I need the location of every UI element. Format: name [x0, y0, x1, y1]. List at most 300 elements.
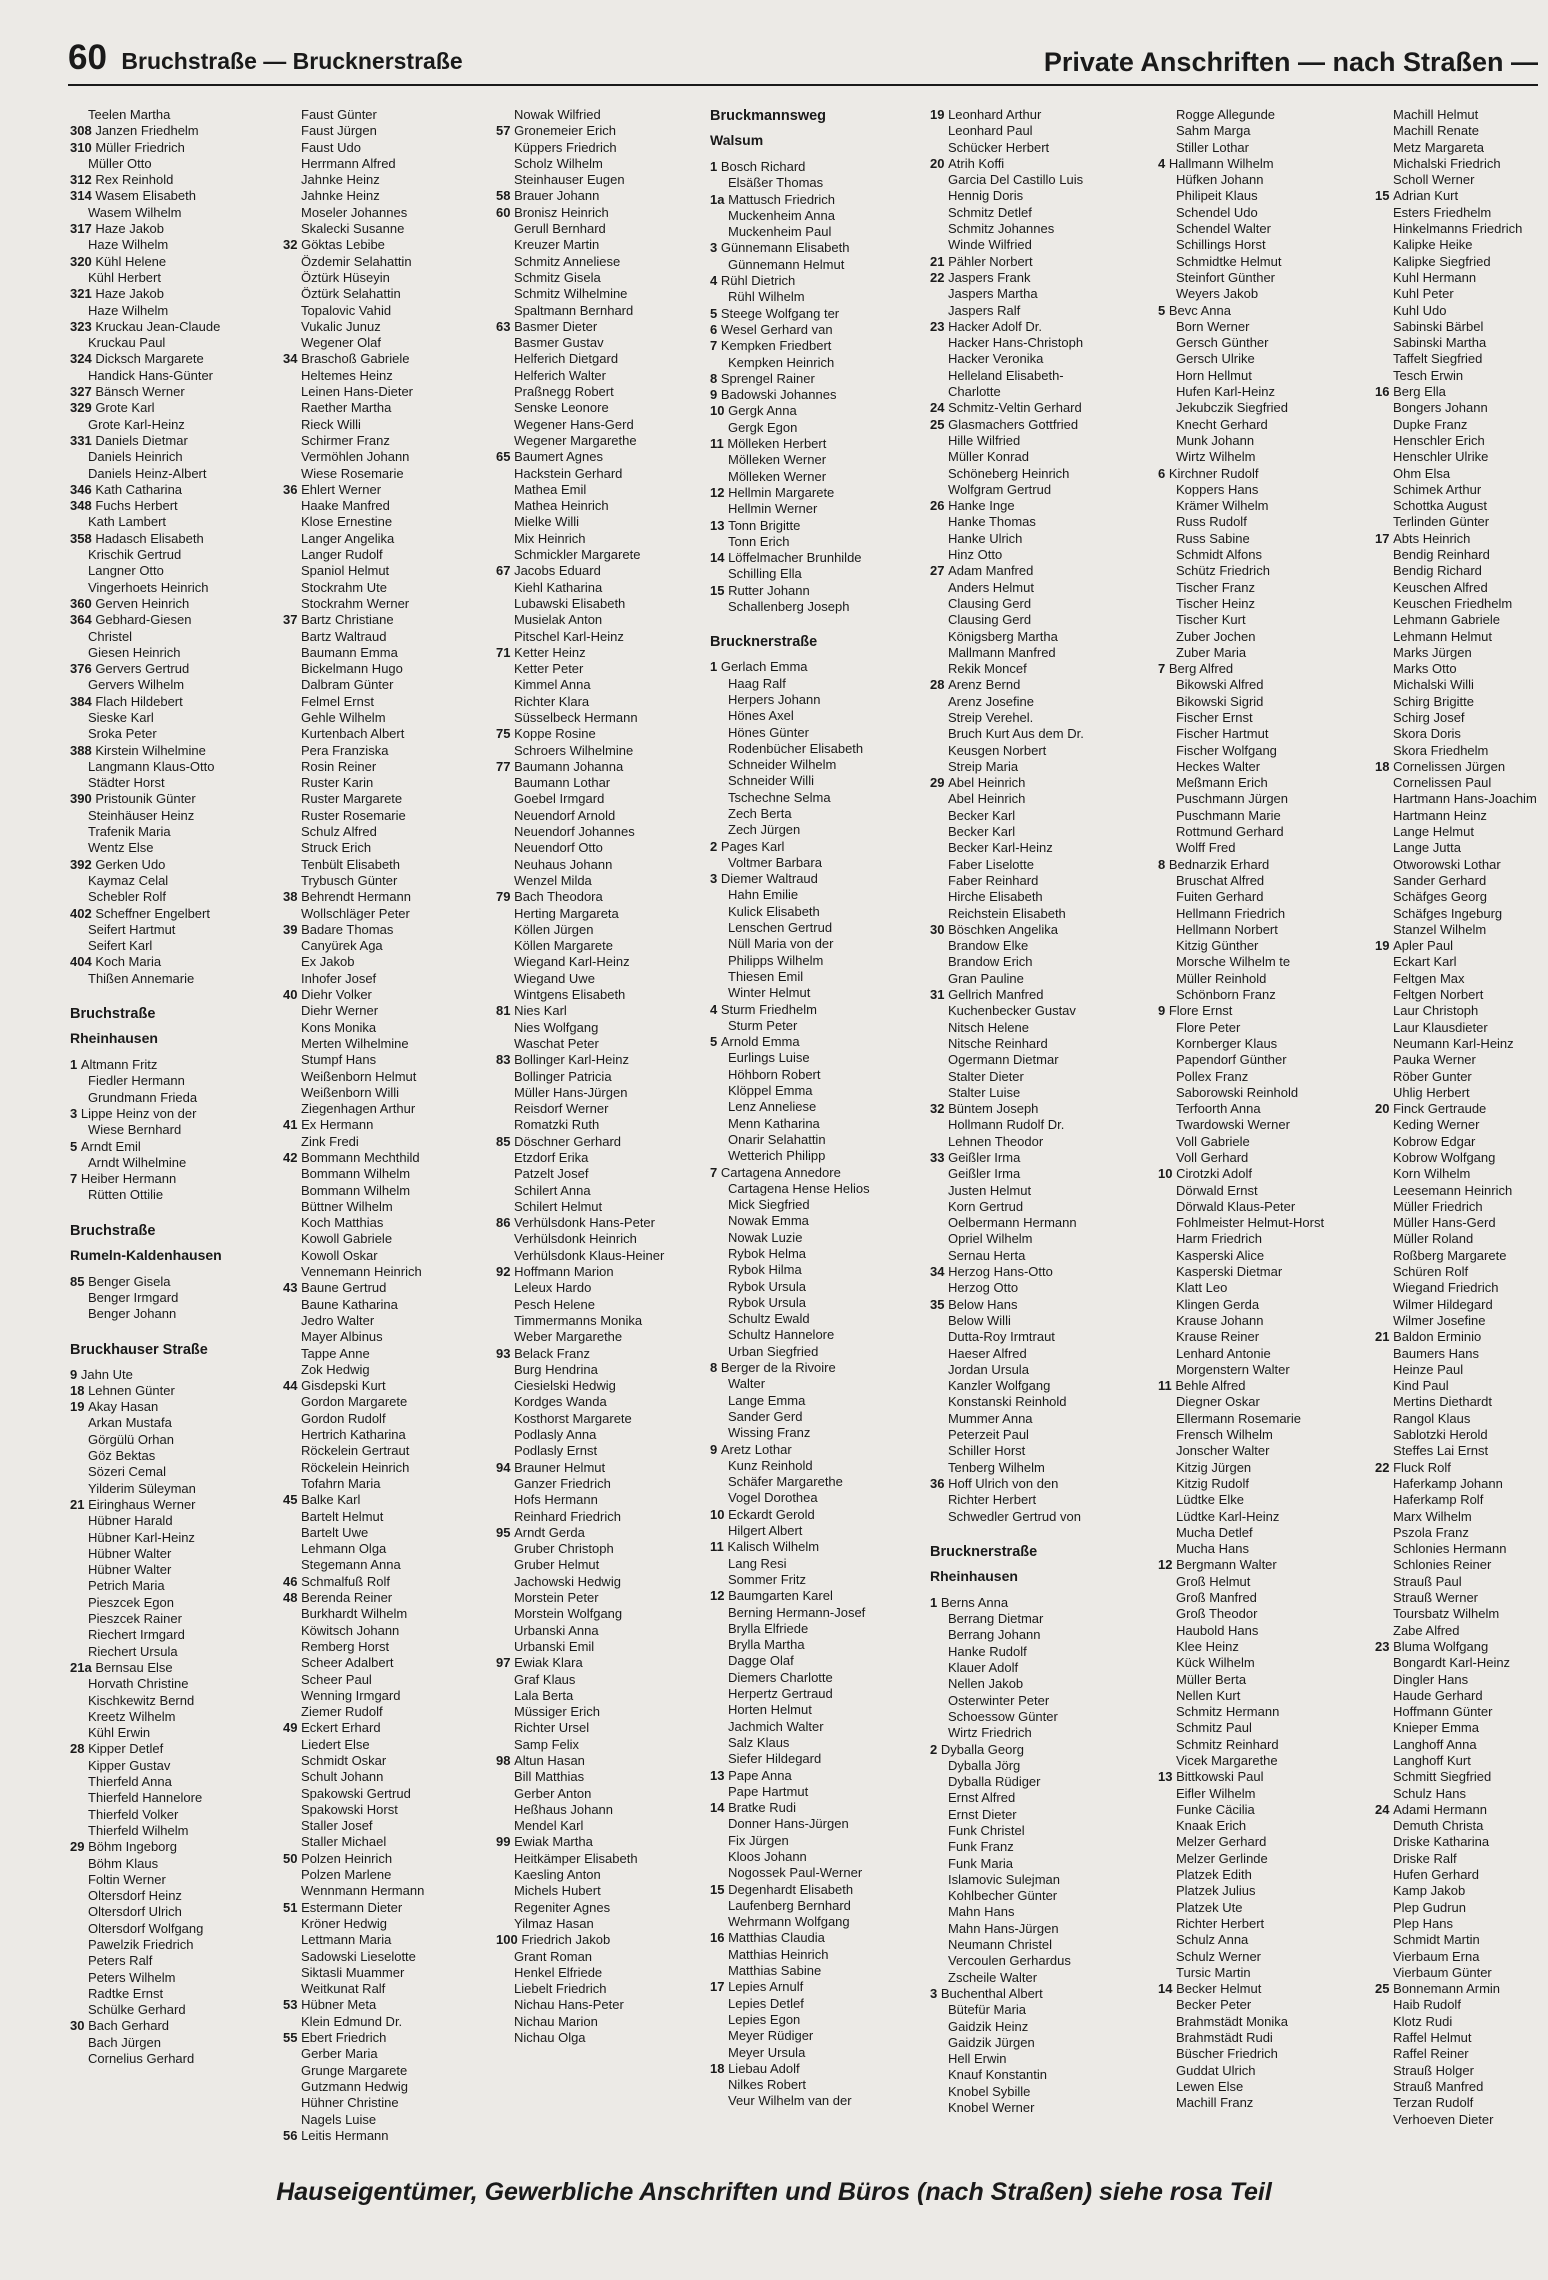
resident-entry — [70, 1057, 284, 1073]
resident-name: Bommann Mechthild — [301, 1150, 420, 1165]
resident-name: Adrian Kurt — [1393, 188, 1459, 204]
house-number: 19 — [1375, 938, 1394, 954]
resident-entry: Scheer Paul — [301, 1671, 372, 1687]
house-number: 12 — [1158, 1557, 1177, 1573]
resident-entry — [70, 384, 284, 400]
resident-name: Hellmin Margarete — [728, 484, 835, 500]
resident-entry: Oltersdorf Wolfgang — [88, 1920, 204, 1936]
resident-entry: Basmer Gustav — [514, 335, 604, 351]
resident-entry: Hennig Doris — [948, 188, 1024, 204]
resident-entry: Raffel Helmut — [1393, 2030, 1472, 2046]
house-number: 15 — [710, 1881, 729, 1897]
house-number: 95 — [496, 1524, 515, 1540]
resident-entry: Kuhl Hermann — [1393, 269, 1477, 285]
resident-entry: Bongardt Karl-Heinz — [1393, 1655, 1511, 1671]
resident-entry: Papendorf Günther — [1176, 1052, 1287, 1068]
resident-entry — [710, 1930, 924, 1946]
resident-entry: Königsberg Martha — [948, 628, 1058, 644]
resident-entry: Baumann Lothar — [514, 775, 611, 791]
house-number: 25 — [930, 416, 949, 432]
resident-entry: Hahn Emilie — [728, 887, 799, 903]
resident-entry: Urbanski Emil — [514, 1638, 595, 1654]
resident-entry: Benger Irmgard — [88, 1290, 179, 1305]
resident-entry: Wiegand Karl-Heinz — [514, 954, 630, 970]
house-number: 63 — [496, 318, 515, 334]
house-number: 6 — [1158, 465, 1169, 481]
resident-entry: Pape Hartmut — [728, 1783, 809, 1799]
resident-entry: Melzer Gerlinde — [1176, 1850, 1268, 1866]
resident-entry — [710, 338, 924, 354]
resident-entry — [930, 987, 1144, 1003]
resident-entry — [1375, 759, 1548, 775]
resident-entry: Schneider Willi — [728, 773, 814, 789]
resident-name: Eiringhaus Werner — [88, 1496, 196, 1512]
resident-name: Adami Hermann — [1393, 1801, 1488, 1817]
resident-entry: Schult Johann — [301, 1769, 384, 1785]
resident-entry: Verhoeven Dieter — [1393, 2111, 1494, 2127]
resident-entry: Dörwald Klaus-Peter — [1176, 1198, 1296, 1214]
resident-entry: Nüll Maria von der — [728, 936, 834, 952]
house-number: 28 — [930, 677, 949, 693]
resident-entry: Vicek Margarethe — [1176, 1752, 1278, 1768]
resident-entry — [1158, 857, 1372, 873]
resident-entry: Machill Helmut — [1393, 107, 1479, 122]
resident-entry: Funke Cäcilia — [1176, 1801, 1255, 1817]
resident-entry: Dagge Olaf — [728, 1653, 794, 1669]
resident-entry: Kind Paul — [1393, 1378, 1449, 1394]
resident-entry: Klose Ernestine — [301, 514, 393, 530]
resident-entry: Oelbermann Hermann — [948, 1215, 1077, 1231]
resident-entry: Zech Berta — [728, 805, 792, 821]
resident-entry: Kons Monika — [301, 1019, 377, 1035]
resident-entry: Kipper Gustav — [88, 1757, 171, 1773]
resident-entry: Bendig Richard — [1393, 563, 1482, 579]
resident-entry: Lala Berta — [514, 1687, 574, 1703]
house-number: 12 — [710, 1588, 729, 1604]
resident-entry: Reinhard Friedrich — [514, 1508, 621, 1524]
resident-entry: Tenberg Wilhelm — [948, 1459, 1045, 1475]
column-2 — [283, 107, 497, 2157]
resident-entry — [930, 1150, 1144, 1166]
resident-entry: Fischer Ernst — [1176, 709, 1253, 725]
resident-entry — [930, 1476, 1144, 1492]
resident-name: Mölleken Herbert — [727, 436, 827, 452]
resident-entry — [496, 205, 710, 221]
resident-entry: Keuschen Friedhelm — [1393, 595, 1513, 611]
resident-entry: Schultz Ewald — [728, 1311, 810, 1327]
resident-entry — [1375, 1460, 1548, 1476]
resident-entry: Handick Hans-Günter — [88, 367, 213, 383]
resident-entry: Benger Johann — [88, 1306, 177, 1322]
resident-entry: Bollinger Patricia — [514, 1068, 612, 1084]
resident-entry: Nowak Luzie — [728, 1229, 803, 1245]
resident-entry: Hartmann Heinz — [1393, 807, 1487, 823]
resident-entry — [710, 839, 924, 855]
resident-entry: Jachowski Hedwig — [514, 1573, 621, 1589]
house-number: 9 — [710, 1441, 721, 1457]
resident-entry — [283, 2128, 497, 2144]
resident-name: Arndt Emil — [80, 1138, 141, 1154]
resident-entry: Knobel Sybille — [948, 2083, 1031, 2099]
house-number: 1 — [70, 1057, 81, 1073]
house-number: 8 — [710, 370, 721, 386]
resident-entry — [710, 1034, 924, 1050]
resident-name: Bronisz Heinrich — [514, 204, 609, 220]
resident-name: Jaspers Frank — [948, 269, 1031, 285]
resident-entry: Regeniter Agnes — [514, 1899, 611, 1915]
house-number: 348 — [70, 498, 96, 514]
resident-entry: Faust Günter — [301, 107, 377, 122]
resident-name: Badare Thomas — [301, 921, 394, 937]
resident-entry: Horvath Christine — [88, 1676, 189, 1692]
resident-name: Berns Anna — [940, 1594, 1009, 1610]
resident-entry: Laufenberg Bernhard — [728, 1897, 851, 1913]
resident-entry — [283, 1150, 497, 1166]
resident-entry: Leesemann Heinrich — [1393, 1182, 1513, 1198]
resident-name: Haze Jakob — [95, 286, 164, 302]
resident-entry — [710, 518, 924, 534]
resident-entry: Becker Karl — [948, 824, 1016, 840]
resident-entry: Goebel Irmgard — [514, 791, 605, 807]
resident-name: Behrendt Hermann — [301, 889, 411, 905]
column-6 — [1158, 107, 1372, 2157]
resident-entry: Lenhard Antonie — [1176, 1345, 1271, 1361]
resident-entry: Elsäßer Thomas — [728, 175, 824, 191]
resident-entry — [930, 254, 1144, 270]
house-number: 58 — [496, 188, 515, 204]
resident-entry: Schmitz Hermann — [1176, 1704, 1280, 1720]
house-number: 57 — [496, 123, 515, 139]
resident-entry: Hilgert Albert — [728, 1523, 803, 1539]
resident-entry: Arndt Wilhelmine — [88, 1154, 187, 1170]
resident-entry: Kornberger Klaus — [1176, 1035, 1278, 1051]
resident-name: Mattusch Friedrich — [728, 191, 835, 207]
resident-entry: Kuchenbecker Gustav — [948, 1003, 1076, 1019]
resident-entry: Plep Hans — [1393, 1915, 1453, 1931]
resident-entry: Pauka Werner — [1393, 1052, 1476, 1068]
resident-name: Kirchner Rudolf — [1168, 465, 1259, 481]
resident-entry: Gran Pauline — [948, 970, 1024, 986]
resident-entry: Haubold Hans — [1176, 1622, 1259, 1638]
resident-entry: Kuhl Peter — [1393, 286, 1454, 302]
resident-entry: Bendig Reinhard — [1393, 547, 1490, 563]
resident-entry: Bartz Waltraud — [301, 628, 387, 644]
resident-entry: Kühl Herbert — [88, 269, 161, 285]
resident-entry: Fix Jürgen — [728, 1832, 789, 1848]
resident-name: Büntem Joseph — [948, 1101, 1039, 1117]
resident-entry — [70, 857, 284, 873]
resident-name: Schmalfuß Rolf — [301, 1573, 390, 1589]
resident-entry: Kosthorst Margarete — [514, 1410, 632, 1426]
resident-entry: Kalipke Siegfried — [1393, 253, 1491, 269]
resident-entry — [70, 1839, 284, 1855]
resident-entry: Knauf Konstantin — [948, 2067, 1048, 2083]
resident-entry: Geißler Irma — [948, 1166, 1021, 1182]
house-number: 44 — [283, 1378, 302, 1394]
resident-entry: Nichau Marion — [514, 2013, 598, 2029]
resident-entry: Burkhardt Wilhelm — [301, 1606, 408, 1622]
resident-entry — [496, 1052, 710, 1068]
house-number: 86 — [496, 1215, 515, 1231]
resident-entry: Waschat Peter — [514, 1035, 599, 1051]
resident-entry: Steffes Lai Ernst — [1393, 1443, 1489, 1459]
resident-entry: Cornelissen Paul — [1393, 775, 1492, 791]
house-number: 75 — [496, 726, 515, 742]
street-heading: Brucknerstraße — [710, 634, 818, 651]
resident-name: Adam Manfred — [948, 563, 1034, 579]
resident-name: Hübner Meta — [301, 1997, 377, 2013]
resident-entry — [710, 1165, 924, 1181]
house-number: 92 — [496, 1264, 515, 1280]
resident-entry: Lang Resi — [728, 1555, 787, 1571]
resident-entry: Hanke Rudolf — [948, 1643, 1027, 1659]
column-3 — [496, 107, 710, 2157]
resident-entry: Kasperski Dietmar — [1176, 1264, 1283, 1280]
resident-entry: Hübner Walter — [88, 1562, 172, 1578]
resident-entry: Arenz Josefine — [948, 693, 1034, 709]
resident-entry: Strauß Werner — [1393, 1590, 1479, 1606]
resident-entry: Baune Katharina — [301, 1296, 398, 1312]
resident-entry: Schirmer Franz — [301, 432, 390, 448]
resident-name: Kühl Helene — [95, 253, 167, 269]
resident-entry — [283, 351, 497, 367]
house-number: 376 — [70, 661, 96, 677]
resident-entry: Hanke Ulrich — [948, 530, 1023, 546]
resident-entry — [283, 1900, 497, 1916]
resident-entry: Trafenik Maria — [88, 824, 171, 840]
resident-entry: Gruber Christoph — [514, 1541, 614, 1557]
resident-entry: Strauß Paul — [1393, 1573, 1462, 1589]
resident-entry: Senske Leonore — [514, 400, 609, 416]
resident-entry — [1158, 1981, 1372, 1997]
resident-entry: Leleux Hardo — [514, 1280, 592, 1296]
resident-entry — [283, 1117, 497, 1133]
resident-entry: Göz Bektas — [88, 1448, 156, 1464]
resident-entry: Hanke Thomas — [948, 514, 1036, 530]
house-number: 7 — [710, 338, 721, 354]
resident-entry: Sieske Karl — [88, 709, 154, 725]
resident-name: Buchenthal Albert — [940, 1985, 1043, 2001]
resident-entry — [710, 1800, 924, 1816]
resident-entry: Nilkes Robert — [728, 2077, 807, 2093]
resident-entry: Etzdorf Erika — [514, 1150, 589, 1165]
house-number: 83 — [496, 1052, 515, 1068]
resident-entry: Ogermann Dietmar — [948, 1052, 1059, 1068]
resident-entry: Skalecki Susanne — [301, 221, 405, 237]
resident-entry: Eurlings Luise — [728, 1050, 810, 1066]
resident-entry: Thierfeld Wilhelm — [88, 1822, 189, 1838]
resident-entry: Schüren Rolf — [1393, 1264, 1469, 1280]
resident-entry: Öztürk Selahattin — [301, 286, 401, 302]
house-number: 21 — [70, 1496, 89, 1512]
resident-entry — [283, 1720, 497, 1736]
house-number: 34 — [930, 1264, 949, 1280]
house-number: 5 — [1158, 302, 1169, 318]
house-number: 19 — [930, 107, 949, 122]
resident-entry: Wirtz Friedrich — [948, 1725, 1032, 1741]
resident-entry: Mölleken Werner — [728, 452, 827, 468]
house-number: 1 — [710, 159, 721, 174]
resident-entry: Klotz Rudi — [1393, 2013, 1453, 2029]
resident-entry: Groß Theodor — [1176, 1606, 1258, 1622]
resident-entry — [930, 563, 1144, 579]
resident-entry: Knieper Emma — [1393, 1720, 1479, 1736]
resident-entry: Tursic Martin — [1176, 1964, 1251, 1980]
resident-name: Arndt Gerda — [514, 1524, 585, 1540]
resident-entry: Herpertz Gertraud — [728, 1686, 833, 1702]
resident-entry: Helferich Dietgard — [514, 351, 619, 367]
resident-entry: Müller Konrad — [948, 449, 1029, 465]
resident-name: Nies Karl — [514, 1003, 567, 1019]
resident-entry: Meyer Ursula — [728, 2044, 806, 2060]
resident-entry — [710, 240, 924, 256]
resident-entry — [70, 254, 284, 270]
resident-entry: Nitsch Helene — [948, 1019, 1029, 1035]
house-number: 51 — [283, 1899, 302, 1915]
house-number: 12 — [710, 484, 729, 500]
resident-entry: Röckelein Gertraut — [301, 1443, 410, 1459]
resident-entry: Verhülsdonk Klaus-Heiner — [514, 1247, 665, 1263]
resident-entry: Merten Wilhelmine — [301, 1035, 409, 1051]
resident-entry: Mahn Hans-Jürgen — [948, 1920, 1059, 1936]
resident-entry: Gergk Egon — [728, 419, 798, 435]
resident-entry: Lüdtke Karl-Heinz — [1176, 1508, 1280, 1524]
resident-entry: Rieck Willi — [301, 416, 361, 432]
house-number: 5 — [710, 305, 721, 321]
resident-name: Gervers Gertrud — [95, 661, 190, 677]
resident-entry: Henschler Erich — [1393, 432, 1485, 448]
resident-entry: Hellmann Friedrich — [1176, 905, 1286, 921]
resident-entry: Nellen Jakob — [948, 1676, 1024, 1692]
resident-name: Eckert Erhard — [301, 1720, 381, 1736]
house-number: 3 — [930, 1985, 941, 2001]
resident-entry: Voll Gerhard — [1176, 1150, 1249, 1165]
resident-entry — [70, 1383, 284, 1399]
resident-entry: Polzen Marlene — [301, 1867, 392, 1883]
house-number: 13 — [1158, 1769, 1177, 1785]
resident-name: Gergk Anna — [728, 403, 797, 419]
resident-name: Döschner Gerhard — [514, 1133, 622, 1149]
house-number: 67 — [496, 563, 515, 579]
resident-entry: Thierfeld Hannelore — [88, 1790, 203, 1806]
house-number: 99 — [496, 1834, 515, 1850]
house-number: 35 — [930, 1296, 949, 1312]
house-number: 329 — [70, 400, 96, 416]
resident-entry: Hacker Hans-Christoph — [948, 335, 1084, 351]
resident-name: Kalisch Wilhelm — [727, 1539, 820, 1555]
resident-name: Pape Anna — [728, 1767, 792, 1783]
resident-entry: Günnemann Helmut — [728, 256, 845, 272]
resident-entry: Neuendorf Johannes — [514, 824, 635, 840]
house-number: 320 — [70, 253, 96, 269]
resident-entry: Roßberg Margarete — [1393, 1247, 1507, 1263]
resident-entry — [496, 1215, 710, 1231]
resident-name: Cartagena Annedore — [720, 1164, 841, 1180]
house-number: 48 — [283, 1590, 302, 1606]
resident-entry: Henschler Ulrike — [1393, 449, 1489, 465]
house-number: 11 — [710, 1539, 728, 1555]
resident-entry — [283, 1851, 497, 1867]
resident-entry: Lehnen Theodor — [948, 1133, 1044, 1149]
resident-entry — [496, 1460, 710, 1476]
resident-name: Jacobs Eduard — [514, 563, 601, 579]
resident-entry: Oltersdorf Ulrich — [88, 1904, 182, 1920]
house-number: 5 — [70, 1138, 81, 1154]
resident-entry: Zabe Alfred — [1393, 1622, 1460, 1638]
resident-entry: Tofahrn Maria — [301, 1475, 381, 1491]
resident-entry: Lange Helmut — [1393, 824, 1474, 840]
resident-name: Flach Hildebert — [95, 693, 183, 709]
resident-entry — [710, 192, 924, 208]
house-number: 65 — [496, 449, 515, 465]
resident-entry — [930, 1297, 1144, 1313]
district-heading: Rheinhausen — [930, 1567, 1018, 1584]
resident-entry: Jaspers Martha — [948, 286, 1038, 302]
resident-entry: Schmitt Siegfried — [1393, 1769, 1492, 1785]
house-number: 23 — [930, 318, 949, 334]
resident-entry: Kloos Johann — [728, 1848, 807, 1864]
resident-name: Polzen Heinrich — [301, 1850, 393, 1866]
resident-entry: Zuber Jochen — [1176, 628, 1256, 644]
resident-entry: Fuiten Gerhard — [1176, 889, 1264, 905]
house-number: 29 — [930, 775, 949, 791]
resident-entry — [710, 485, 924, 501]
resident-entry: Machill Renate — [1393, 123, 1479, 139]
house-number: 16 — [1375, 384, 1394, 400]
resident-name: Pristounik Günter — [95, 791, 196, 807]
resident-entry: Kitzig Rudolf — [1176, 1475, 1249, 1491]
resident-entry — [710, 2061, 924, 2077]
resident-name: Koch Maria — [95, 954, 162, 970]
house-number: 360 — [70, 595, 96, 611]
resident-name: Cornelissen Jürgen — [1393, 758, 1506, 774]
resident-name: Flore Ernst — [1168, 1003, 1233, 1019]
page-header — [68, 34, 1538, 86]
house-number: 46 — [283, 1573, 302, 1589]
resident-entry — [283, 1997, 497, 2013]
resident-entry: Knecht Gerhard — [1176, 416, 1268, 432]
resident-entry — [283, 889, 497, 905]
resident-entry — [70, 1399, 284, 1415]
resident-entry — [930, 270, 1144, 286]
resident-entry: Wasem Wilhelm — [88, 204, 182, 220]
resident-entry: Langer Rudolf — [301, 547, 383, 563]
resident-entry — [930, 107, 1144, 123]
resident-entry: Grundmann Frieda — [88, 1089, 198, 1105]
page-number: 60 — [68, 38, 107, 77]
resident-entry — [70, 954, 284, 970]
resident-entry: Haake Manfred — [301, 498, 390, 514]
house-number: 36 — [283, 481, 302, 497]
resident-entry: Tappe Anne — [301, 1345, 370, 1361]
house-number: 346 — [70, 481, 96, 497]
house-number: 358 — [70, 530, 96, 546]
resident-entry: Klein Edmund Dr. — [301, 2013, 403, 2029]
resident-entry: Canyürek Aga — [301, 938, 383, 954]
resident-entry: Weißenborn Helmut — [301, 1068, 417, 1084]
resident-entry: Zscheile Walter — [948, 1969, 1038, 1985]
resident-entry: Grant Roman — [514, 1948, 593, 1964]
resident-entry — [283, 987, 497, 1003]
resident-entry: Schmidtke Helmut — [1176, 253, 1282, 269]
resident-entry: Öztürk Hüseyin — [301, 269, 390, 285]
resident-name: Bach Gerhard — [88, 2018, 170, 2034]
house-number: 2 — [710, 838, 721, 854]
resident-entry: Siktasli Muammer — [301, 1964, 405, 1980]
house-number: 5 — [710, 1034, 721, 1050]
house-number: 19 — [70, 1399, 89, 1415]
resident-name: Bratke Rudi — [728, 1800, 796, 1816]
